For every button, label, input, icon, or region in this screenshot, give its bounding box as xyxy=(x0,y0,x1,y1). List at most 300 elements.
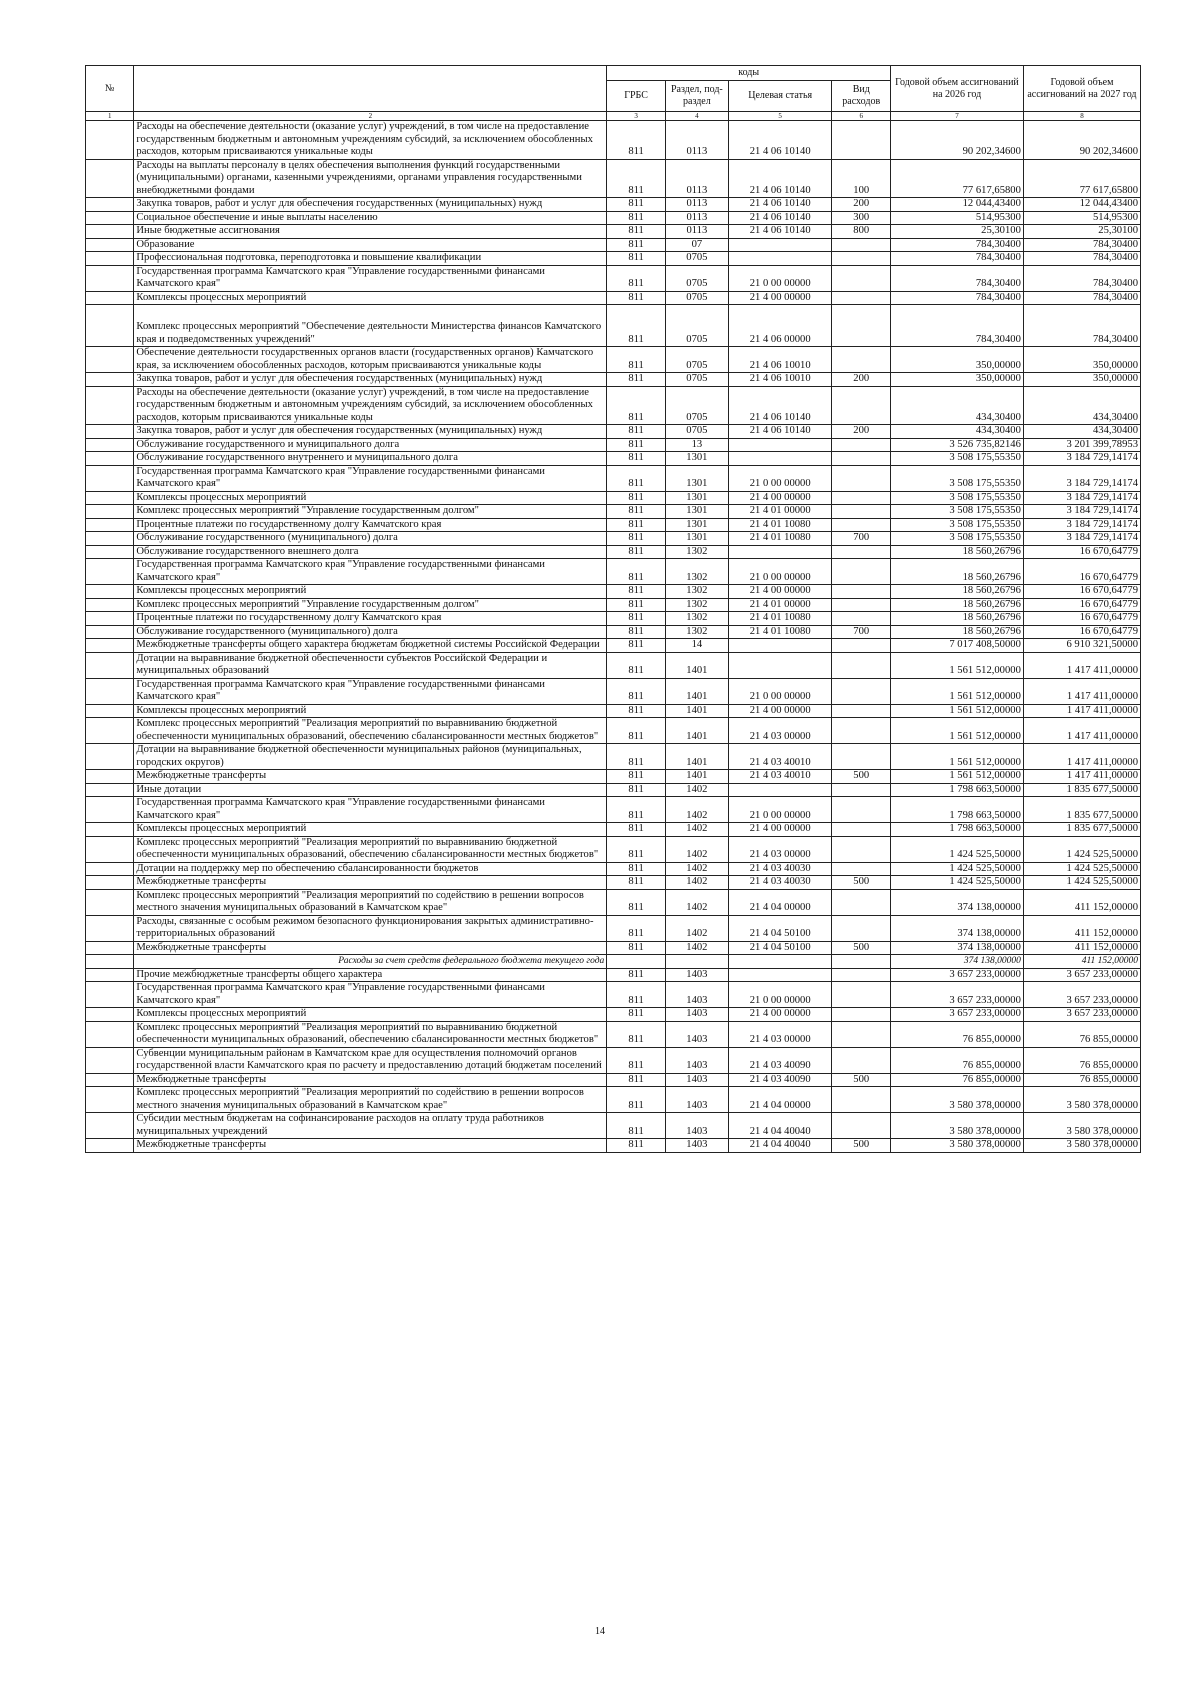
amount-2026: 784,30400 xyxy=(891,291,1024,305)
section-code: 1302 xyxy=(665,559,728,585)
amount-2026: 784,30400 xyxy=(891,265,1024,291)
expense-name: Обслуживание государственного (муниципального) долга xyxy=(134,532,607,546)
amount-2027: 784,30400 xyxy=(1023,291,1140,305)
expense-name: Комплексы процессных мероприятий xyxy=(134,291,607,305)
expense-type-code xyxy=(832,347,891,373)
section-code: 0705 xyxy=(665,265,728,291)
table-row xyxy=(86,386,1141,425)
target-code xyxy=(728,652,832,678)
grbs-code: 811 xyxy=(607,744,666,770)
section-code: 1402 xyxy=(665,915,728,941)
target-code: 21 4 03 40090 xyxy=(728,1047,832,1073)
expense-name: Профессиональная подготовка, переподготовка и повышение квалификации xyxy=(134,252,607,266)
amount-2026: 1 561 512,00000 xyxy=(891,744,1024,770)
amount-2026: 76 855,00000 xyxy=(891,1021,1024,1047)
amount-2026: 3 580 378,00000 xyxy=(891,1087,1024,1113)
table-row xyxy=(86,545,1141,559)
expense-type-code xyxy=(832,465,891,491)
grbs-code: 811 xyxy=(607,121,666,160)
section-code: 1403 xyxy=(665,1008,728,1022)
section-code: 1301 xyxy=(665,465,728,491)
grbs-code: 811 xyxy=(607,704,666,718)
row-number-cell xyxy=(86,532,134,546)
grbs-code: 811 xyxy=(607,915,666,941)
row-number-cell xyxy=(86,652,134,678)
target-code: 21 4 03 40030 xyxy=(728,862,832,876)
expense-type-code xyxy=(832,955,891,969)
amount-2027: 1 417 411,00000 xyxy=(1023,718,1140,744)
target-code: 21 4 01 10080 xyxy=(728,625,832,639)
grbs-code: 811 xyxy=(607,797,666,823)
header-grbs: ГРБС xyxy=(607,81,666,112)
amount-2026: 18 560,26796 xyxy=(891,545,1024,559)
target-code xyxy=(728,545,832,559)
expense-type-code: 200 xyxy=(832,198,891,212)
expense-name: Комплексы процессных мероприятий xyxy=(134,704,607,718)
target-code: 21 4 04 00000 xyxy=(728,1087,832,1113)
table-row xyxy=(86,1113,1141,1139)
table-row xyxy=(86,291,1141,305)
amount-2026: 3 508 175,55350 xyxy=(891,491,1024,505)
amount-2026: 18 560,26796 xyxy=(891,585,1024,599)
table-row xyxy=(86,862,1141,876)
grbs-code: 811 xyxy=(607,652,666,678)
section-code xyxy=(665,955,728,969)
table-row xyxy=(86,438,1141,452)
table-row xyxy=(86,652,1141,678)
grbs-code: 811 xyxy=(607,465,666,491)
section-code: 1402 xyxy=(665,797,728,823)
grbs-code: 811 xyxy=(607,1008,666,1022)
row-number-cell xyxy=(86,159,134,198)
target-code: 21 0 00 00000 xyxy=(728,678,832,704)
target-code: 21 4 04 00000 xyxy=(728,889,832,915)
target-code: 21 4 01 00000 xyxy=(728,505,832,519)
amount-2027: 3 184 729,14174 xyxy=(1023,518,1140,532)
amount-2027: 16 670,64779 xyxy=(1023,612,1140,626)
grbs-code: 811 xyxy=(607,425,666,439)
section-code: 1403 xyxy=(665,1021,728,1047)
target-code: 21 4 06 10140 xyxy=(728,225,832,239)
expense-type-code xyxy=(832,678,891,704)
expense-type-code xyxy=(832,452,891,466)
grbs-code: 811 xyxy=(607,639,666,653)
header-codes: коды xyxy=(607,66,891,81)
amount-2026: 3 508 175,55350 xyxy=(891,532,1024,546)
row-number-cell xyxy=(86,797,134,823)
expense-name: Комплекс процессных мероприятий "Реализация мероприятий по выравниванию бюджетной обеспеченности муниципальных образований, обеспечению сбалансированности местных бюджетов" xyxy=(134,836,607,862)
column-number: 7 xyxy=(891,112,1024,121)
expense-name: Субсидии местным бюджетам на софинансирование расходов на оплату труда работников муниципальных учреждений xyxy=(134,1113,607,1139)
expense-name: Комплекс процессных мероприятий "Управление государственным долгом" xyxy=(134,505,607,519)
grbs-code: 811 xyxy=(607,291,666,305)
expense-name: Обслуживание государственного и муниципального долга xyxy=(134,438,607,452)
expense-name: Государственная программа Камчатского края "Управление государственными финансами Камчатского края" xyxy=(134,678,607,704)
section-code: 1402 xyxy=(665,889,728,915)
column-number: 8 xyxy=(1023,112,1140,121)
table-row xyxy=(86,305,1141,347)
grbs-code: 811 xyxy=(607,211,666,225)
table-row xyxy=(86,612,1141,626)
table-row xyxy=(86,955,1141,969)
expense-type-code xyxy=(832,797,891,823)
table-row xyxy=(86,744,1141,770)
expense-type-code: 800 xyxy=(832,225,891,239)
amount-2027: 434,30400 xyxy=(1023,386,1140,425)
target-code: 21 4 00 00000 xyxy=(728,585,832,599)
grbs-code: 811 xyxy=(607,770,666,784)
section-code: 0113 xyxy=(665,211,728,225)
expense-type-code: 500 xyxy=(832,876,891,890)
target-code xyxy=(728,438,832,452)
table-row xyxy=(86,559,1141,585)
section-code: 1403 xyxy=(665,1047,728,1073)
grbs-code: 811 xyxy=(607,305,666,347)
amount-2027: 76 855,00000 xyxy=(1023,1021,1140,1047)
expense-name: Дотации на выравнивание бюджетной обеспеченности субъектов Российской Федерации и муниципальных образований xyxy=(134,652,607,678)
expense-type-code xyxy=(832,836,891,862)
row-number-cell xyxy=(86,1113,134,1139)
grbs-code: 811 xyxy=(607,532,666,546)
row-number-cell xyxy=(86,639,134,653)
section-code: 1401 xyxy=(665,704,728,718)
section-code: 1302 xyxy=(665,585,728,599)
expense-name: Обслуживание государственного внутреннего и муниципального долга xyxy=(134,452,607,466)
row-number-cell xyxy=(86,968,134,982)
expense-name: Расходы, связанные с особым режимом безопасного функционирования закрытых административно-территориальных образований xyxy=(134,915,607,941)
column-number: 1 xyxy=(86,112,134,121)
expense-type-code xyxy=(832,518,891,532)
row-number-cell xyxy=(86,862,134,876)
row-number-cell xyxy=(86,889,134,915)
grbs-code: 811 xyxy=(607,625,666,639)
amount-2026: 3 657 233,00000 xyxy=(891,982,1024,1008)
expense-name: Межбюджетные трансферты xyxy=(134,1139,607,1153)
row-number-cell xyxy=(86,1073,134,1087)
target-code: 21 4 03 00000 xyxy=(728,718,832,744)
grbs-code: 811 xyxy=(607,941,666,955)
grbs-code: 811 xyxy=(607,1113,666,1139)
row-number-cell xyxy=(86,386,134,425)
row-number-cell xyxy=(86,238,134,252)
amount-2026: 1 424 525,50000 xyxy=(891,876,1024,890)
section-code: 0705 xyxy=(665,386,728,425)
header-target: Целевая статья xyxy=(728,81,832,112)
table-row xyxy=(86,625,1141,639)
amount-2027: 25,30100 xyxy=(1023,225,1140,239)
target-code: 21 4 03 40010 xyxy=(728,770,832,784)
target-code: 21 4 01 10080 xyxy=(728,518,832,532)
grbs-code: 811 xyxy=(607,252,666,266)
expense-name: Комплекс процессных мероприятий "Обеспечение деятельности Министерства финансов Камчатского края и подведомственных учреждений" xyxy=(134,305,607,347)
amount-2027: 16 670,64779 xyxy=(1023,625,1140,639)
table-row xyxy=(86,238,1141,252)
expense-type-code xyxy=(832,915,891,941)
row-number-cell xyxy=(86,211,134,225)
expense-name: Процентные платежи по государственному долгу Камчатского края xyxy=(134,612,607,626)
section-code: 1301 xyxy=(665,505,728,519)
row-number-cell xyxy=(86,598,134,612)
grbs-code: 811 xyxy=(607,598,666,612)
target-code: 21 4 00 00000 xyxy=(728,823,832,837)
amount-2027: 3 580 378,00000 xyxy=(1023,1087,1140,1113)
section-code: 1402 xyxy=(665,783,728,797)
amount-2026: 18 560,26796 xyxy=(891,598,1024,612)
page-number: 14 xyxy=(595,1626,605,1637)
expense-name: Субвенции муниципальным районам в Камчатском крае для осуществления полномочий органов государственной власти Камчатского края по расчету и предоставлению дотаций бюджетам поселений xyxy=(134,1047,607,1073)
amount-2026: 374 138,00000 xyxy=(891,915,1024,941)
table-row xyxy=(86,1008,1141,1022)
amount-2026: 77 617,65800 xyxy=(891,159,1024,198)
target-code xyxy=(728,452,832,466)
table-row xyxy=(86,373,1141,387)
expense-type-code xyxy=(832,639,891,653)
row-number-cell xyxy=(86,678,134,704)
target-code: 21 4 00 00000 xyxy=(728,1008,832,1022)
row-number-cell xyxy=(86,265,134,291)
amount-2026: 3 580 378,00000 xyxy=(891,1139,1024,1153)
row-number-cell xyxy=(86,505,134,519)
table-row xyxy=(86,1139,1141,1153)
expense-name: Комплексы процессных мероприятий xyxy=(134,491,607,505)
table-row xyxy=(86,159,1141,198)
expense-type-code xyxy=(832,1021,891,1047)
target-code: 21 4 06 10140 xyxy=(728,159,832,198)
expense-type-code xyxy=(832,612,891,626)
grbs-code: 811 xyxy=(607,386,666,425)
header-name xyxy=(134,66,607,112)
section-code: 1301 xyxy=(665,518,728,532)
amount-2027: 1 424 525,50000 xyxy=(1023,862,1140,876)
amount-2026: 1 424 525,50000 xyxy=(891,862,1024,876)
table-row xyxy=(86,915,1141,941)
header-volume-2026: Годовой объем ассигнований на 2026 год xyxy=(891,66,1024,112)
grbs-code: 811 xyxy=(607,783,666,797)
expense-type-code xyxy=(832,1113,891,1139)
row-number-cell xyxy=(86,955,134,969)
table-row xyxy=(86,836,1141,862)
row-number-cell xyxy=(86,770,134,784)
row-number-cell xyxy=(86,465,134,491)
budget-sheet xyxy=(85,65,1141,1153)
row-number-cell xyxy=(86,225,134,239)
amount-2026: 374 138,00000 xyxy=(891,955,1024,969)
table-row xyxy=(86,425,1141,439)
table-row xyxy=(86,225,1141,239)
header-number: № xyxy=(86,66,134,112)
amount-2027: 411 152,00000 xyxy=(1023,889,1140,915)
amount-2026: 784,30400 xyxy=(891,238,1024,252)
target-code: 21 4 01 00000 xyxy=(728,598,832,612)
amount-2027: 76 855,00000 xyxy=(1023,1047,1140,1073)
amount-2026: 18 560,26796 xyxy=(891,559,1024,585)
amount-2026: 3 657 233,00000 xyxy=(891,1008,1024,1022)
row-number-cell xyxy=(86,836,134,862)
expense-type-code xyxy=(832,889,891,915)
target-code: 21 4 04 50100 xyxy=(728,941,832,955)
section-code: 0705 xyxy=(665,291,728,305)
expense-type-code xyxy=(832,121,891,160)
amount-2027: 76 855,00000 xyxy=(1023,1073,1140,1087)
expense-type-code xyxy=(832,862,891,876)
section-code: 1403 xyxy=(665,1113,728,1139)
target-code xyxy=(728,955,832,969)
table-row xyxy=(86,265,1141,291)
amount-2027: 350,00000 xyxy=(1023,347,1140,373)
row-number-cell xyxy=(86,252,134,266)
amount-2026: 350,00000 xyxy=(891,373,1024,387)
table-row xyxy=(86,491,1141,505)
target-code: 21 0 00 00000 xyxy=(728,797,832,823)
expense-name: Расходы на обеспечение деятельности (оказание услуг) учреждений, в том числе на предоставление государственным бюджетным и автономным учреждениям субсидий, за исключением обособленных расходов, которым присваиваются уникальные коды xyxy=(134,121,607,160)
expense-name: Государственная программа Камчатского края "Управление государственными финансами Камчатского края" xyxy=(134,465,607,491)
table-row xyxy=(86,198,1141,212)
section-code: 1402 xyxy=(665,823,728,837)
target-code: 21 4 03 40090 xyxy=(728,1073,832,1087)
expense-type-code xyxy=(832,252,891,266)
expense-type-code xyxy=(832,744,891,770)
section-code: 0705 xyxy=(665,425,728,439)
amount-2026: 1 561 512,00000 xyxy=(891,652,1024,678)
expense-name: Межбюджетные трансферты xyxy=(134,1073,607,1087)
amount-2027: 16 670,64779 xyxy=(1023,559,1140,585)
expense-type-code: 700 xyxy=(832,625,891,639)
amount-2027: 411 152,00000 xyxy=(1023,915,1140,941)
expense-name: Обслуживание государственного (муниципального) долга xyxy=(134,625,607,639)
table-row xyxy=(86,518,1141,532)
expense-name: Обслуживание государственного внешнего долга xyxy=(134,545,607,559)
expense-name: Государственная программа Камчатского края "Управление государственными финансами Камчатского края" xyxy=(134,982,607,1008)
expense-type-code xyxy=(832,823,891,837)
expense-type-code: 200 xyxy=(832,373,891,387)
amount-2026: 784,30400 xyxy=(891,252,1024,266)
amount-2026: 514,95300 xyxy=(891,211,1024,225)
expense-type-code: 700 xyxy=(832,532,891,546)
amount-2026: 374 138,00000 xyxy=(891,941,1024,955)
amount-2026: 12 044,43400 xyxy=(891,198,1024,212)
row-number-cell xyxy=(86,518,134,532)
expense-name: Дотации на выравнивание бюджетной обеспеченности муниципальных районов (муниципальных, городских округов) xyxy=(134,744,607,770)
table-row xyxy=(86,1047,1141,1073)
target-code: 21 0 00 00000 xyxy=(728,465,832,491)
grbs-code: 811 xyxy=(607,1047,666,1073)
grbs-code: 811 xyxy=(607,823,666,837)
amount-2026: 1 561 512,00000 xyxy=(891,678,1024,704)
amount-2027: 16 670,64779 xyxy=(1023,585,1140,599)
amount-2027: 1 424 525,50000 xyxy=(1023,876,1140,890)
amount-2027: 3 184 729,14174 xyxy=(1023,452,1140,466)
amount-2027: 16 670,64779 xyxy=(1023,545,1140,559)
expense-type-code xyxy=(832,559,891,585)
target-code xyxy=(728,783,832,797)
section-code: 07 xyxy=(665,238,728,252)
grbs-code: 811 xyxy=(607,198,666,212)
expense-type-code xyxy=(832,291,891,305)
section-code: 1301 xyxy=(665,452,728,466)
expense-type-code: 100 xyxy=(832,159,891,198)
amount-2026: 18 560,26796 xyxy=(891,625,1024,639)
amount-2027: 784,30400 xyxy=(1023,252,1140,266)
row-number-cell xyxy=(86,438,134,452)
amount-2027: 1 417 411,00000 xyxy=(1023,704,1140,718)
expense-type-code xyxy=(832,598,891,612)
expense-name: Государственная программа Камчатского края "Управление государственными финансами Камчатского края" xyxy=(134,265,607,291)
grbs-code: 811 xyxy=(607,1073,666,1087)
section-code: 1401 xyxy=(665,744,728,770)
expense-type-code: 500 xyxy=(832,941,891,955)
target-code xyxy=(728,238,832,252)
expense-type-code xyxy=(832,438,891,452)
amount-2027: 3 201 399,78953 xyxy=(1023,438,1140,452)
expense-name: Комплекс процессных мероприятий "Управление государственным долгом" xyxy=(134,598,607,612)
table-row xyxy=(86,452,1141,466)
table-row xyxy=(86,678,1141,704)
expense-name: Обеспечение деятельности государственных органов власти (государственных органов) Камчатского края, за исключением обособленных расходов, которым присваиваются уникальные коды xyxy=(134,347,607,373)
target-code: 21 4 06 10140 xyxy=(728,121,832,160)
grbs-code: 811 xyxy=(607,225,666,239)
expense-type-code xyxy=(832,265,891,291)
amount-2026: 350,00000 xyxy=(891,347,1024,373)
table-row xyxy=(86,889,1141,915)
target-code: 21 4 06 10140 xyxy=(728,198,832,212)
target-code: 21 0 00 00000 xyxy=(728,559,832,585)
expense-name: Межбюджетные трансферты общего характера бюджетам бюджетной системы Российской Федерации xyxy=(134,639,607,653)
amount-2027: 1 835 677,50000 xyxy=(1023,783,1140,797)
expense-type-code xyxy=(832,1008,891,1022)
amount-2026: 374 138,00000 xyxy=(891,889,1024,915)
column-number: 5 xyxy=(728,112,832,121)
amount-2026: 434,30400 xyxy=(891,425,1024,439)
table-row xyxy=(86,211,1141,225)
section-code: 0705 xyxy=(665,305,728,347)
amount-2026: 3 508 175,55350 xyxy=(891,518,1024,532)
table-row xyxy=(86,1021,1141,1047)
expense-name: Расходы на обеспечение деятельности (оказание услуг) учреждений, в том числе на предоставление государственным бюджетным и автономным учреждениям субсидий, за исключением обособленных расходов, которым присваиваются уникальные коды xyxy=(134,386,607,425)
amount-2027: 3 657 233,00000 xyxy=(1023,968,1140,982)
section-code: 1402 xyxy=(665,836,728,862)
expense-type-code xyxy=(832,491,891,505)
target-code: 21 4 03 00000 xyxy=(728,1021,832,1047)
expense-name: Социальное обеспечение и иные выплаты населению xyxy=(134,211,607,225)
expense-name: Закупка товаров, работ и услуг для обеспечения государственных (муниципальных) нужд xyxy=(134,198,607,212)
grbs-code: 811 xyxy=(607,1087,666,1113)
expense-type-code: 300 xyxy=(832,211,891,225)
section-code: 1403 xyxy=(665,1087,728,1113)
expense-type-code xyxy=(832,585,891,599)
amount-2026: 1 561 512,00000 xyxy=(891,704,1024,718)
target-code: 21 4 04 50100 xyxy=(728,915,832,941)
amount-2027: 1 835 677,50000 xyxy=(1023,823,1140,837)
expense-type-code xyxy=(832,968,891,982)
expense-type-code xyxy=(832,505,891,519)
grbs-code: 811 xyxy=(607,612,666,626)
amount-2026: 1 798 663,50000 xyxy=(891,823,1024,837)
grbs-code: 811 xyxy=(607,491,666,505)
table-row xyxy=(86,797,1141,823)
header-expense-type: Вид расходов xyxy=(832,81,891,112)
table-row xyxy=(86,941,1141,955)
expense-name: Закупка товаров, работ и услуг для обеспечения государственных (муниципальных) нужд xyxy=(134,373,607,387)
section-code: 1302 xyxy=(665,598,728,612)
expense-name: Иные бюджетные ассигнования xyxy=(134,225,607,239)
section-code: 0705 xyxy=(665,347,728,373)
amount-2027: 1 417 411,00000 xyxy=(1023,744,1140,770)
row-number-cell xyxy=(86,585,134,599)
amount-2026: 3 580 378,00000 xyxy=(891,1113,1024,1139)
table-row xyxy=(86,252,1141,266)
section-code: 0113 xyxy=(665,225,728,239)
section-code: 1301 xyxy=(665,491,728,505)
